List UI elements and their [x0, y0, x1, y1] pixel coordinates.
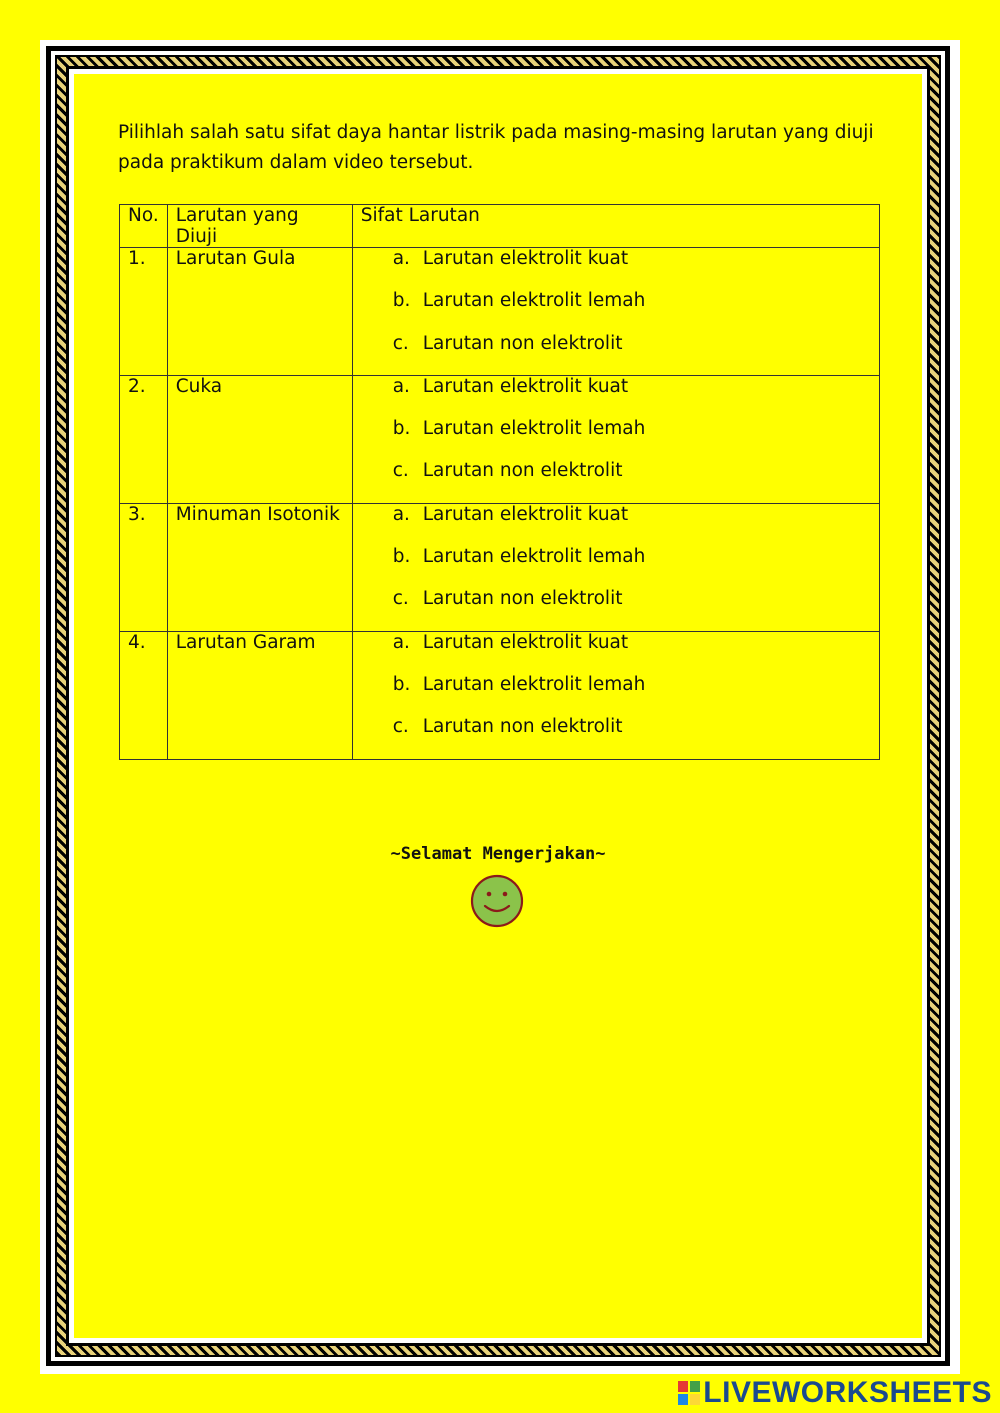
- option-text: Larutan elektrolit lemah: [422, 418, 646, 440]
- row-number: 2.: [120, 375, 168, 503]
- row-options: [352, 631, 879, 759]
- row-solution: Larutan Gula: [167, 248, 352, 376]
- option-b[interactable]: [393, 290, 871, 332]
- option-text: Larutan elektrolit kuat: [422, 503, 629, 525]
- option-text: Larutan elektrolit kuat: [422, 631, 629, 653]
- option-a[interactable]: [393, 376, 871, 418]
- option-letter: c.: [392, 716, 409, 738]
- row-options: [352, 503, 879, 631]
- option-letter: b.: [392, 546, 411, 568]
- option-a[interactable]: [393, 504, 871, 546]
- row-solution: Larutan Garam: [167, 631, 352, 759]
- row-solution: Cuka: [167, 375, 352, 503]
- option-letter: a.: [392, 631, 410, 653]
- option-c[interactable]: [393, 716, 871, 758]
- row-options: [352, 248, 879, 376]
- option-c[interactable]: [393, 588, 871, 630]
- table-row: [120, 248, 880, 376]
- option-text: Larutan non elektrolit: [422, 716, 623, 738]
- option-b[interactable]: [393, 546, 871, 588]
- row-options: [352, 375, 879, 503]
- table-row: [120, 503, 880, 631]
- header-no: No.: [120, 205, 168, 248]
- closing-message: ~Selamat Mengerjakan~: [390, 844, 606, 864]
- option-letter: c.: [392, 460, 409, 482]
- option-text: Larutan non elektrolit: [422, 332, 623, 354]
- option-c[interactable]: [393, 460, 871, 502]
- answer-table: [119, 204, 880, 760]
- option-a[interactable]: [393, 632, 871, 674]
- option-text: Larutan non elektrolit: [422, 460, 623, 482]
- option-letter: c.: [392, 588, 409, 610]
- option-c[interactable]: [393, 333, 871, 375]
- header-property: Sifat Larutan: [352, 205, 879, 248]
- row-number: 1.: [120, 248, 168, 376]
- option-text: Larutan elektrolit kuat: [422, 248, 629, 269]
- header-solution: Larutan yang Diuji: [167, 205, 352, 248]
- watermark-text: LIVEWORKSHEETS: [703, 1376, 992, 1409]
- table-row: [120, 631, 880, 759]
- option-b[interactable]: [393, 418, 871, 460]
- row-solution: Minuman Isotonik: [167, 503, 352, 631]
- liveworksheets-logo-icon: [678, 1381, 700, 1405]
- option-letter: a.: [392, 248, 410, 269]
- option-letter: b.: [392, 673, 411, 695]
- option-letter: a.: [392, 503, 410, 525]
- option-a[interactable]: [393, 248, 871, 290]
- option-text: Larutan non elektrolit: [422, 588, 623, 610]
- option-letter: a.: [392, 375, 410, 397]
- option-letter: c.: [392, 332, 409, 354]
- liveworksheets-watermark: [678, 1376, 992, 1410]
- worksheet-content: [74, 74, 922, 1338]
- option-letter: b.: [392, 290, 411, 312]
- option-letter: b.: [392, 418, 411, 440]
- option-text: Larutan elektrolit lemah: [422, 673, 646, 695]
- instruction-text: Pilihlah salah satu sifat daya hantar listrik pada masing-masing larutan yang diuji pada praktikum dalam video tersebut.: [118, 122, 874, 173]
- row-number: 3.: [120, 503, 168, 631]
- option-text: Larutan elektrolit lemah: [422, 546, 646, 568]
- table-header-row: [120, 205, 880, 248]
- smiley-face-icon: [470, 874, 524, 928]
- option-text: Larutan elektrolit kuat: [422, 375, 629, 397]
- table-row: [120, 375, 880, 503]
- option-b[interactable]: [393, 674, 871, 716]
- row-number: 4.: [120, 631, 168, 759]
- option-text: Larutan elektrolit lemah: [422, 290, 646, 312]
